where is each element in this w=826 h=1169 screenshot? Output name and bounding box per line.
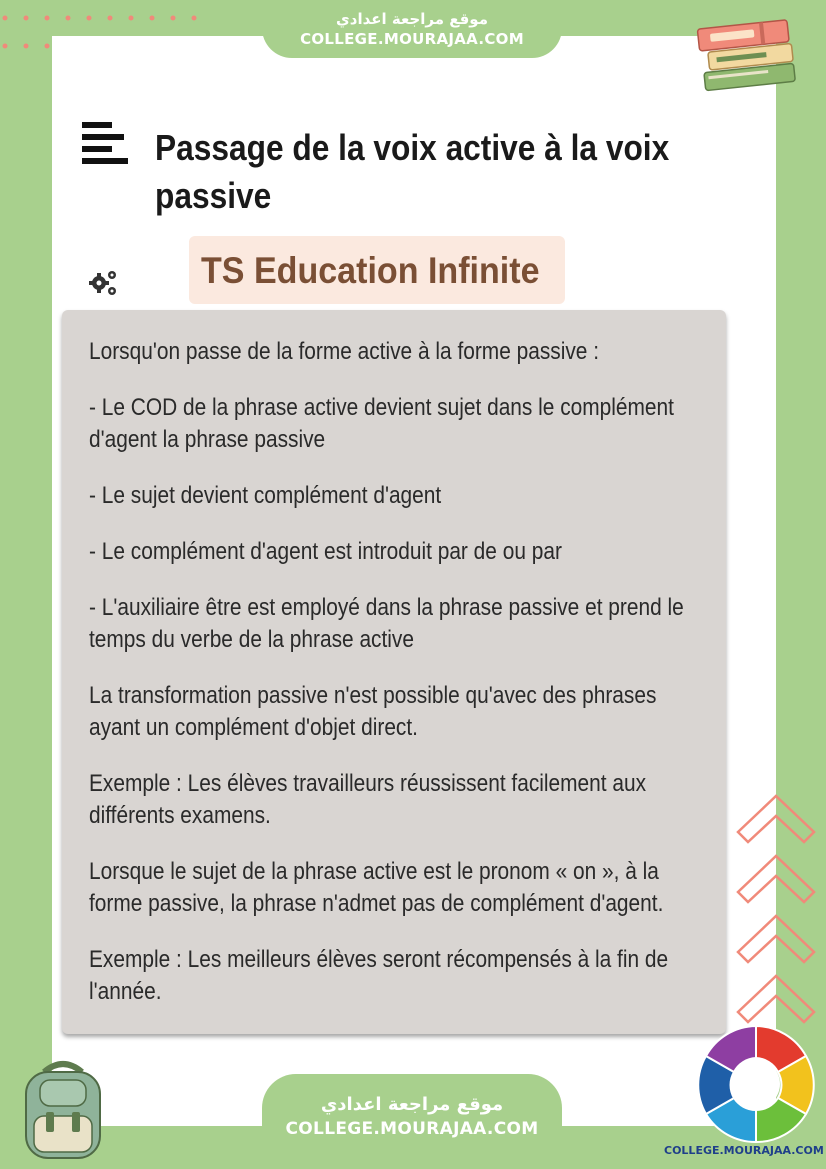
footer-site-name: موقع مراجعة اعدادي <box>320 1094 504 1115</box>
brand-name: TS Education Infinite <box>201 250 540 291</box>
paragraph: - Le COD de la phrase active devient sujet dans le complément d'agent la phrase passive <box>89 394 674 453</box>
paragraph: Exemple : Les élèves travailleurs réussissent facilement aux différents examens. <box>89 770 647 829</box>
logo-text: COLLEGE.MOURAJAA.COM <box>664 1144 824 1157</box>
backpack-icon <box>14 1058 112 1164</box>
paragraph: - Le complément d'agent est introduit par de ou par <box>89 538 562 565</box>
paragraph: Lorsqu'on passe de la forme active à la forme passive : <box>89 338 600 365</box>
brand-badge <box>189 236 565 304</box>
footer-banner <box>262 1074 562 1169</box>
paragraph: La transformation passive n'est possible qu'avec des phrases ayant un complément d'objet direct. <box>89 682 657 741</box>
gear-icon <box>88 268 118 298</box>
paragraph: Exemple : Les meilleurs élèves seront récompensés à la fin de l'année. <box>89 946 669 1005</box>
header-site-name: موقع مراجعة اعدادي <box>336 10 488 28</box>
menu-icon <box>82 122 128 164</box>
books-icon <box>692 10 804 94</box>
paragraph: Lorsque le sujet de la phrase active est le pronom « on », à la forme passive, la phrase n'admet pas de complément d'agent. <box>89 858 664 917</box>
lesson-text <box>89 336 698 1032</box>
page-title: Passage de la voix active à la voix passive <box>155 127 670 216</box>
content-card <box>62 310 726 1034</box>
footer-site-url[interactable]: COLLEGE.MOURAJAA.COM <box>285 1119 539 1139</box>
paragraph: - L'auxiliaire être est employé dans la phrase passive et prend le temps du verbe de la phrase active <box>89 594 684 653</box>
chevron-up-icon <box>734 790 818 1040</box>
paragraph: - Le sujet devient complément d'agent <box>89 482 442 509</box>
header-banner <box>262 0 562 58</box>
logo-icon <box>694 1022 818 1146</box>
header-site-url[interactable]: COLLEGE.MOURAJAA.COM <box>300 30 524 48</box>
